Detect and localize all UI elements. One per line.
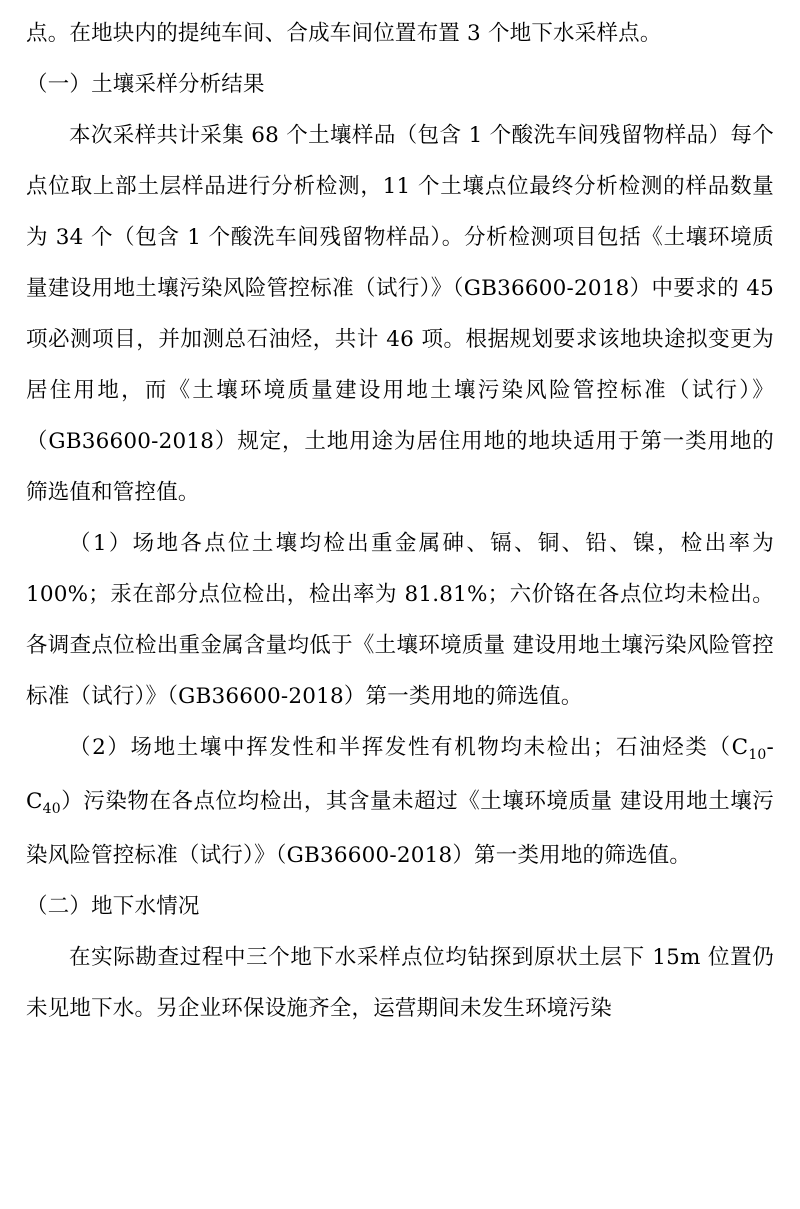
- subscript-c10: 10: [748, 747, 767, 763]
- heading-groundwater-situation: （二）地下水情况: [26, 894, 200, 919]
- heading-soil-sampling-results: （一）土壤采样分析结果: [26, 72, 265, 97]
- subscript-c40: 40: [42, 801, 61, 817]
- finding-2-text-after: ）污染物在各点位均检出，其含量未超过《土壤环境质量 建设用地土壤污染风险管控标准（试行）》（GB36600-2018）第一类用地的筛选值。: [26, 789, 775, 868]
- finding-2-text-before: （2）场地土壤中挥发性和半挥发性有机物均未检出；石油烃类（C: [69, 735, 749, 760]
- paragraph-continued-intro: 点。在地块内的提纯车间、合成车间位置布置 3 个地下水采样点。: [26, 21, 662, 46]
- paragraph-soil-overview: 本次采样共计采集 68 个土壤样品（包含 1 个酸洗车间残留物样品）每个点位取上部土层样品进行分析检测，11 个土壤点位最终分析检测的样品数量为 34 个（包含 1 个酸洗车间残留物样品）。分析检测项目包括《土壤环境质量建设用地土壤污染风险管控标准（试行）》（GB36600-2018）中要求的 45 项必测项目，并加测总石油烃，共计 46 项。根据规划要求该地块途拟变更为居住用地，而《土壤环境质量建设用地土壤污染风险管控标准（试行）》（GB36600-2018）规定，土地用途为居住用地的地块适用于第一类用地的筛选值和管控值。: [26, 123, 774, 505]
- finding-2-text-mid: -C: [26, 735, 774, 814]
- paragraph-groundwater: 在实际勘查过程中三个地下水采样点位均钻探到原状土层下 15m 位置仍未见地下水。另企业环保设施齐全，运营期间未发生环境污染: [26, 945, 774, 1021]
- paragraph-finding-2: [26, 722, 774, 881]
- document-body: [26, 8, 774, 1034]
- paragraph-finding-1: （1）场地各点位土壤均检出重金属砷、镉、铜、铅、镍，检出率为 100%；汞在部分点位检出，检出率为 81.81%；六价铬在各点位均未检出。各调查点位检出重金属含量均低于《土壤环境质量 建设用地土壤污染风险管控标准（试行）》（GB36600-2018）第一类用地的筛选值。: [26, 531, 774, 709]
